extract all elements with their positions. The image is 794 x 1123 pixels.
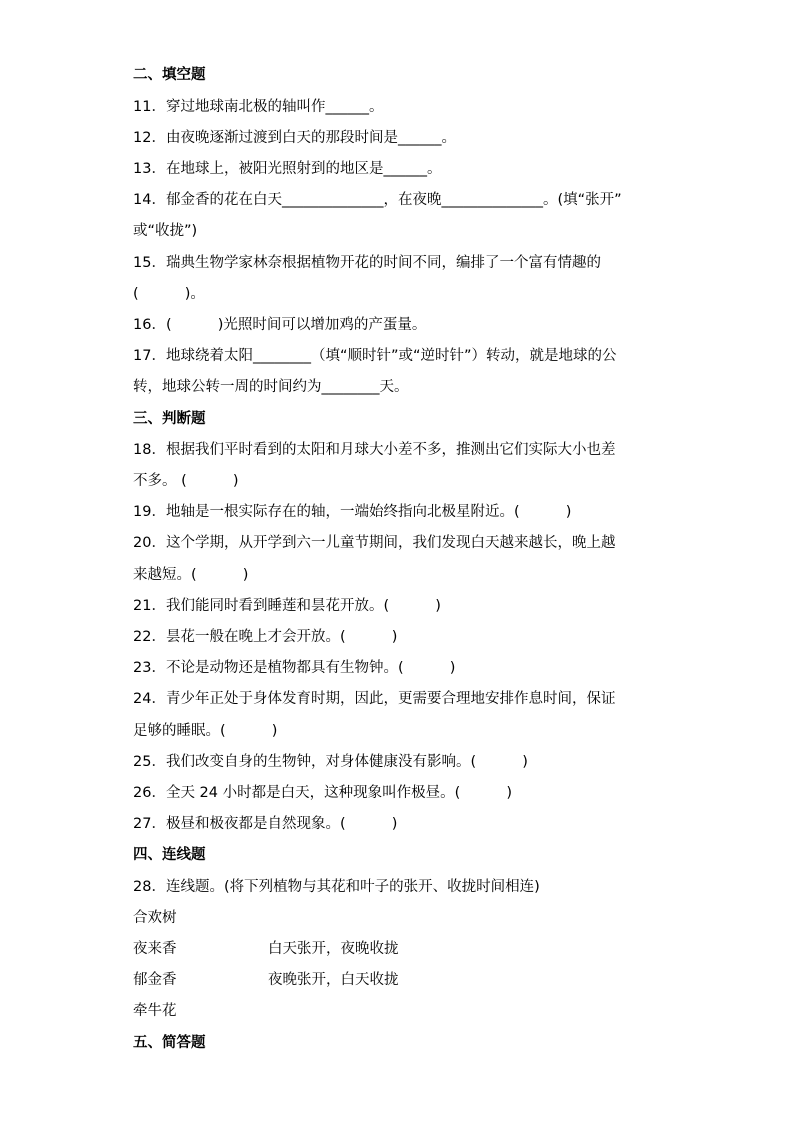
question-18-line-1: 18．根据我们平时看到的太阳和月球大小差不多，推测出它们实际大小也差 — [133, 442, 616, 458]
question-18-line-2: 不多。 ( ) — [133, 473, 239, 489]
question-14-line-2: 或“收拢”) — [133, 223, 198, 239]
question-24-line-2: 足够的睡眠。( ) — [133, 723, 278, 739]
question-16: 16．( )光照时间可以增加鸡的产蛋量。 — [133, 317, 427, 333]
question-26: 26．全天 24 小时都是白天，这种现象叫作极昼。( ) — [133, 785, 513, 801]
question-19: 19．地轴是一根实际存在的轴，一端始终指向北极星附近。( ) — [133, 504, 572, 520]
section-heading-judge: 三、判断题 — [133, 411, 206, 427]
question-11: 11．穿过地球南北极的轴叫作______。 — [133, 99, 384, 115]
section-heading-match: 四、连线题 — [133, 847, 206, 863]
question-25: 25．我们改变自身的生物钟，对身体健康没有影响。( ) — [133, 754, 528, 770]
question-15-line-2: ( )。 — [133, 286, 205, 302]
question-17-line-1: 17．地球绕着太阳________（填“顺时针”或“逆时针”）转动，就是地球的公 — [133, 348, 617, 364]
question-27: 27．极昼和极夜都是自然现象。( ) — [133, 816, 398, 832]
question-12: 12．由夜晚逐渐过渡到白天的那段时间是______。 — [133, 130, 456, 146]
question-15-line-1: 15．瑞典生物学家林奈根据植物开花的时间不同，编排了一个富有情趣的 — [133, 255, 601, 271]
match-option-item: 夜晚张开，白天收拢 — [268, 972, 399, 988]
question-21: 21．我们能同时看到睡莲和昙花开放。( ) — [133, 598, 441, 614]
match-plant-item: 合欢树 — [133, 910, 177, 926]
match-plant-item: 夜来香 — [133, 941, 177, 957]
match-option-item: 白天张开，夜晚收拢 — [268, 941, 399, 957]
question-23: 23．不论是动物还是植物都具有生物钟。( ) — [133, 660, 456, 676]
question-20-line-1: 20．这个学期，从开学到六一儿童节期间，我们发现白天越来越长，晚上越 — [133, 535, 616, 551]
question-13: 13．在地球上，被阳光照射到的地区是______。 — [133, 161, 442, 177]
section-heading-short-answer: 五、简答题 — [133, 1035, 206, 1051]
question-20-line-2: 来越短。( ) — [133, 567, 249, 583]
question-22: 22．昙花一般在晚上才会开放。( ) — [133, 629, 398, 645]
section-heading-fill-blank: 二、填空题 — [133, 67, 206, 83]
match-plant-item: 牵牛花 — [133, 1003, 177, 1019]
question-14-line-1: 14．郁金香的花在白天______________，在夜晚______________。(填“张开” — [133, 192, 622, 208]
question-28: 28．连线题。(将下列植物与其花和叶子的张开、收拢时间相连) — [133, 879, 540, 895]
question-17-line-2: 转，地球公转一周的时间约为________天。 — [133, 379, 409, 395]
question-24-line-1: 24．青少年正处于身体发育时期，因此，更需要合理地安排作息时间，保证 — [133, 691, 616, 707]
match-plant-item: 郁金香 — [133, 972, 177, 988]
